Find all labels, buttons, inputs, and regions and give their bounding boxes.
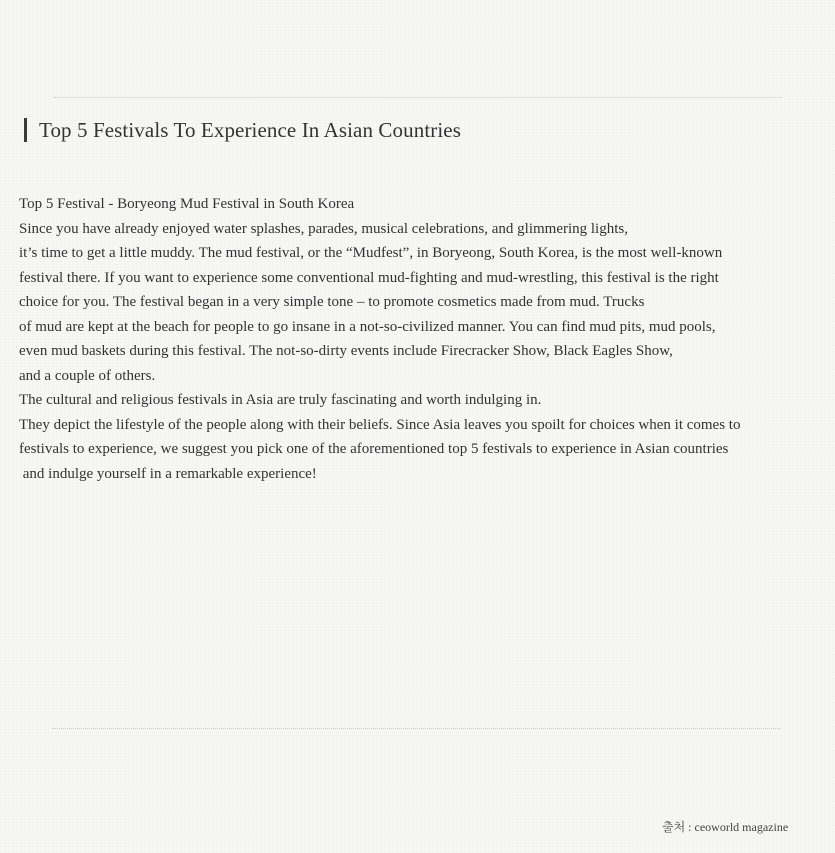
article-line: The cultural and religious festivals in Asia are truly fascinating and worth indulging in. xyxy=(19,392,542,408)
top-divider xyxy=(54,97,782,98)
article-line: and a couple of others. xyxy=(19,367,156,384)
article-line: choice for you. The festival began in a very simple tone – to promote cosmetics made from mud. Trucks xyxy=(19,294,645,310)
article-line: They depict the lifestyle of the people along with their beliefs. Since Asia leaves you spoilt for choices when it comes to xyxy=(19,416,741,433)
page-title: Top 5 Festivals To Experience In Asian Countries xyxy=(39,117,461,142)
article-line: of mud are kept at the beach for people to go insane in a not-so-civilized manner. You can find mud pits, mud pools, xyxy=(19,318,716,335)
section-heading xyxy=(24,116,461,144)
source-credit: 출처 : ceoworld magazine xyxy=(662,820,789,834)
article-line: Since you have already enjoyed water splashes, parades, musical celebrations, and glimmering lights, xyxy=(19,220,628,237)
bottom-divider xyxy=(52,728,780,729)
article-line: festivals to experience, we suggest you pick one of the aforementioned top 5 festivals to experience in Asian countries xyxy=(19,441,729,457)
article-line: and indulge yourself in a remarkable experience! xyxy=(19,465,317,482)
article-line: festival there. If you want to experience some conventional mud-fighting and mud-wrestling, this festival is the right xyxy=(19,269,719,286)
article-line: even mud baskets during this festival. The not-so-dirty events include Firecracker Show, Black Eagles Show, xyxy=(19,343,673,359)
article-body xyxy=(19,192,831,486)
heading-bar xyxy=(24,118,27,142)
article-line: Top 5 Festival - Boryeong Mud Festival in South Korea xyxy=(19,196,355,212)
article-line: it’s time to get a little muddy. The mud festival, or the “Mudfest”, in Boryeong, South Korea, is the most well-known xyxy=(19,245,723,261)
